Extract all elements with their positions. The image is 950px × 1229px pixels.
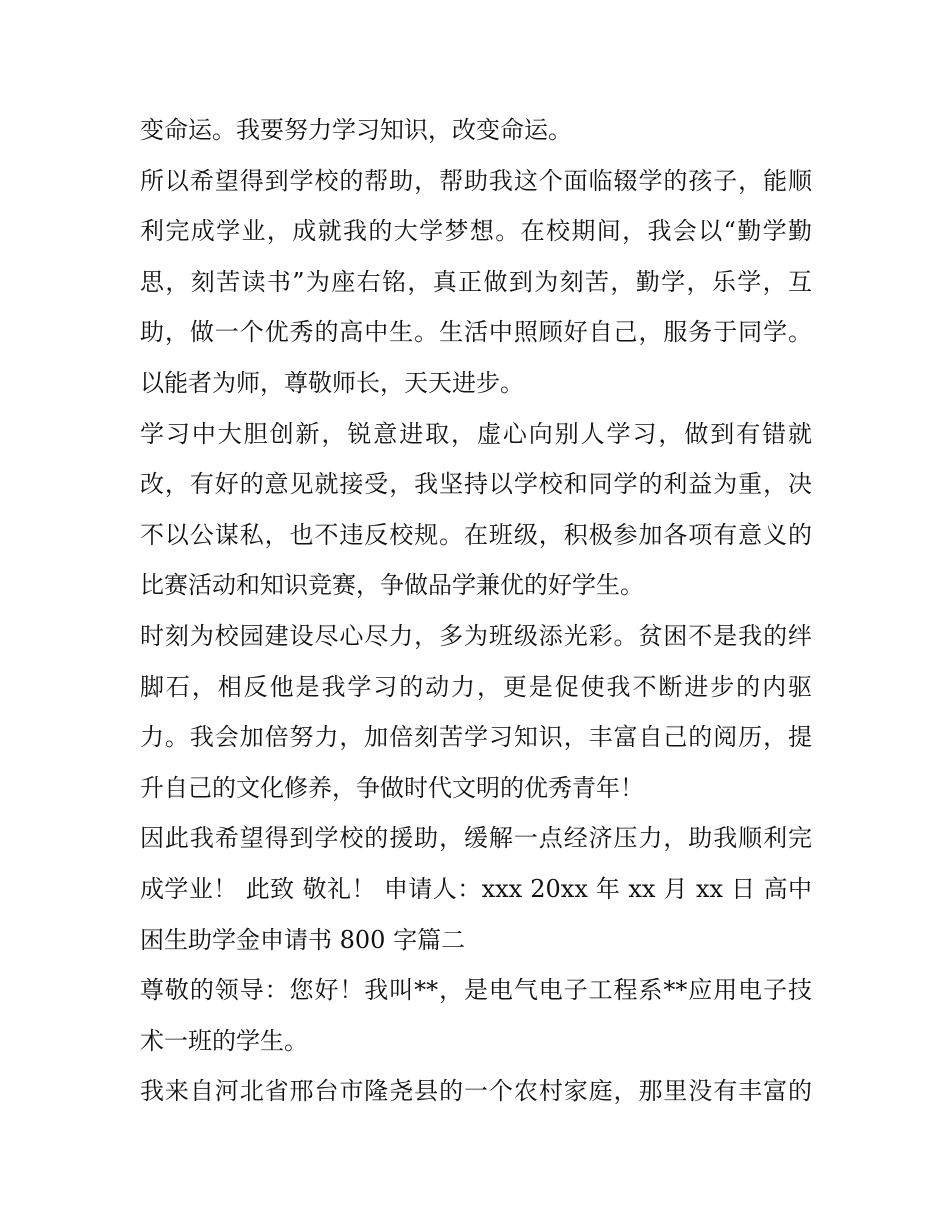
text-line: 思，刻苦读书”为座右铭，真正做到为刻苦，勤学，乐学，互 xyxy=(140,267,812,296)
text-line: 力。我会加倍努力，加倍刻苦学习知识，丰富自己的阅历，提 xyxy=(140,723,812,752)
text-line: 术一班的学生。 xyxy=(140,1026,308,1055)
text-line: 学习中大胆创新，锐意进取，虚心向别人学习，做到有错就 xyxy=(140,419,812,448)
text-line: 时刻为校园建设尽心尽力，多为班级添光彩。贫困不是我的绊 xyxy=(140,621,812,650)
text-line: 不以公谋私，也不违反校规。在班级，积极参加各项有意义的 xyxy=(140,520,812,549)
text-line: 成学业！ 此致 敬礼！ 申请人：xxx 20xx 年 xx 月 xx 日 高中 xyxy=(140,874,812,903)
text-line: 我来自河北省邢台市隆尧县的一个农村家庭，那里没有丰富的 xyxy=(140,1077,812,1106)
text-line: 尊敬的领导：您好！我叫**，是电气电子工程系**应用电子技 xyxy=(140,976,812,1005)
text-line: 所以希望得到学校的帮助，帮助我这个面临辍学的孩子，能顺 xyxy=(140,166,812,195)
text-line: 变命运。我要努力学习知识，改变命运。 xyxy=(140,116,572,144)
text-line: 改，有好的意见就接受，我坚持以学校和同学的利益为重，决 xyxy=(140,470,812,499)
text-line: 利完成学业，成就我的大学梦想。在校期间，我会以“勤学勤 xyxy=(140,217,812,246)
text-line: 升自己的文化修养，争做时代文明的优秀青年！ xyxy=(140,773,644,802)
text-line: 助，做一个优秀的高中生。生活中照顾好自己，服务于同学。 xyxy=(140,318,812,347)
document-body xyxy=(140,105,812,1117)
text-line: 因此我希望得到学校的援助，缓解一点经济压力，助我顺利完 xyxy=(140,824,812,853)
text-line: 以能者为师，尊敬师长，天天进步。 xyxy=(140,368,524,397)
text-line: 脚石，相反他是我学习的动力，更是促使我不断进步的内驱 xyxy=(140,672,812,701)
text-line: 比赛活动和知识竞赛，争做品学兼优的好学生。 xyxy=(140,571,644,600)
text-line: 困生助学金申请书 800 字篇二 xyxy=(140,925,466,954)
